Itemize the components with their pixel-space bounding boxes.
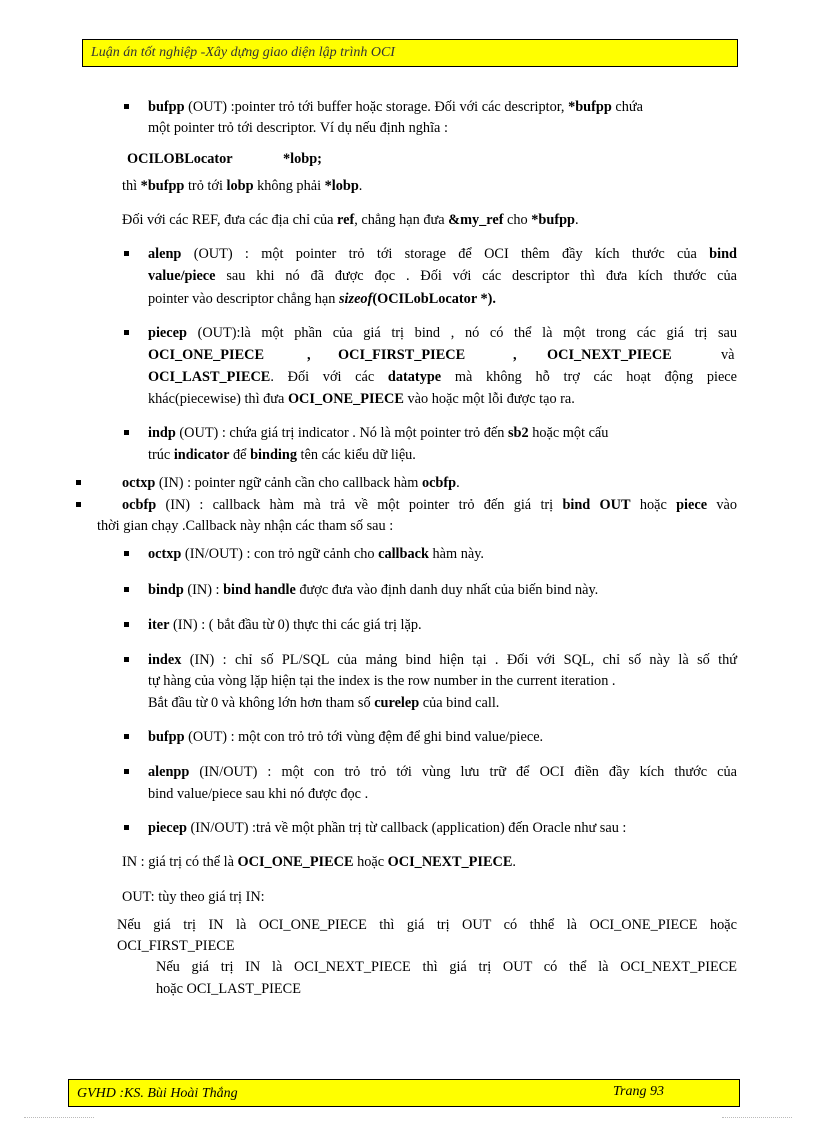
text-line: OCI_FIRST_PIECE: [338, 347, 466, 363]
text-line: octxp (IN/OUT) : con trỏ ngữ cảnh cho callback hàm này.: [148, 546, 484, 562]
text-line: value/piece sau khi nó đã được đọc . Đối với các descriptor thì đưa kích thước của: [148, 268, 737, 284]
header-title: Luận án tốt nghiệp -Xây dựng giao diện lập trình OCI: [91, 45, 395, 60]
text-line: OCI_FIRST_PIECE: [117, 938, 235, 954]
text-line: OCI_LAST_PIECE. Đối với các datatype mà không hỗ trợ các hoạt động piece: [148, 369, 737, 385]
bullet: [124, 104, 129, 109]
text-line: khác(piecewise) thì đưa OCI_ONE_PIECE vào hoặc một lỗi được tạo ra.: [148, 391, 575, 407]
text-line: Đối với các REF, đưa các địa chỉ của ref, chẳng hạn đưa &my_ref cho *bufpp.: [122, 212, 579, 228]
bullet: [124, 587, 129, 592]
text-line: octxp (IN) : pointer ngữ cảnh cần cho callback hàm ocbfp.: [122, 475, 460, 491]
text-line: indp (OUT) : chứa giá trị indicator . Nó là một pointer trỏ đến sb2 hoặc một cấu: [148, 425, 609, 441]
bullet: [124, 251, 129, 256]
text-line: OCI_NEXT_PIECE: [547, 347, 672, 363]
text-line: ,: [513, 347, 517, 363]
footer-advisor: GVHD :KS. Bùi Hoài Thắng: [77, 1086, 238, 1101]
text-line: Nếu giá trị IN là OCI_NEXT_PIECE thì giá trị OUT có thể là OCI_NEXT_PIECE: [156, 959, 737, 975]
text-line: IN : giá trị có thể là OCI_ONE_PIECE hoặc OCI_NEXT_PIECE.: [122, 854, 516, 870]
text-line: Nếu giá trị IN là OCI_ONE_PIECE thì giá trị OUT có thhể là OCI_ONE_PIECE hoặc: [117, 917, 737, 933]
text-line: bufpp (OUT) :pointer trỏ tới buffer hoặc storage. Đối với các descriptor, *bufpp chứa: [148, 99, 643, 115]
text-line: piecep (OUT):là một phần của giá trị bind , nó có thể là một trong các giá trị sau: [148, 325, 737, 341]
page-number: Trang 93: [613, 1084, 664, 1099]
text-line: hoặc OCI_LAST_PIECE: [156, 981, 301, 997]
text-line: và: [721, 347, 735, 363]
text-line: tự hàng của vòng lặp hiện tại the index is the row number in the current iteration .: [148, 673, 616, 689]
text-line: OCI_ONE_PIECE: [148, 347, 264, 363]
bullet: [124, 825, 129, 830]
bullet: [76, 502, 81, 507]
text-line: ocbfp (IN) : callback hàm mà trả về một pointer trỏ đến giá trị bind OUT hoặc piece vào: [122, 497, 737, 513]
text-line: piecep (IN/OUT) :trả về một phần trị từ callback (application) đến Oracle như sau :: [148, 820, 627, 836]
text-line: ,: [307, 347, 311, 363]
text-line: bindp (IN) : bind handle được đưa vào định danh duy nhất của biến bind này.: [148, 582, 599, 598]
text-line: thời gian chạy .Callback này nhận các tham số sau :: [97, 518, 394, 534]
text-line: index (IN) : chỉ số PL/SQL của mảng bind hiện tại . Đối với SQL, chỉ số này là số thứ: [148, 652, 737, 668]
bullet: [124, 430, 129, 435]
text-line: pointer vào descriptor chẳng hạn sizeof(OCILobLocator *).: [148, 291, 496, 307]
page-footer: [68, 1079, 740, 1107]
bullet: [124, 769, 129, 774]
text-line: iter (IN) : ( bắt đầu từ 0) thực thi các giá trị lặp.: [148, 617, 422, 633]
bullet: [124, 330, 129, 335]
text-line: OUT: tùy theo giá trị IN:: [122, 889, 265, 905]
text-line: trúc indicator để binding tên các kiểu dữ liệu.: [148, 447, 416, 463]
text-line: alenp (OUT) : một pointer trỏ tới storage để OCI thêm đầy kích thước của bind: [148, 246, 737, 262]
text-line: Bắt đầu từ 0 và không lớn hơn tham số curelep của bind call.: [148, 695, 500, 711]
footer-dotted-line: [24, 1117, 94, 1118]
text-line: một pointer trỏ tới descriptor. Ví dụ nếu định nghĩa :: [148, 120, 448, 136]
bullet: [124, 622, 129, 627]
bullet: [124, 734, 129, 739]
bullet: [76, 480, 81, 485]
text-line: alenpp (IN/OUT) : một con trỏ trỏ tới vùng lưu trữ để OCI điền đầy kích thước của: [148, 764, 737, 780]
code-line: *lobp;: [283, 151, 322, 167]
bullet: [124, 657, 129, 662]
text-line: bufpp (OUT) : một con trỏ trỏ tới vùng đệm để ghi bind value/piece.: [148, 729, 544, 745]
footer-dotted-line: [722, 1117, 792, 1118]
text-line: thì *bufpp trỏ tới lobp không phải *lobp.: [122, 178, 363, 194]
code-line: OCILOBLocator: [127, 151, 233, 167]
text-line: bind value/piece sau khi nó được đọc .: [148, 786, 369, 802]
page-header: [82, 39, 738, 67]
bullet: [124, 551, 129, 556]
